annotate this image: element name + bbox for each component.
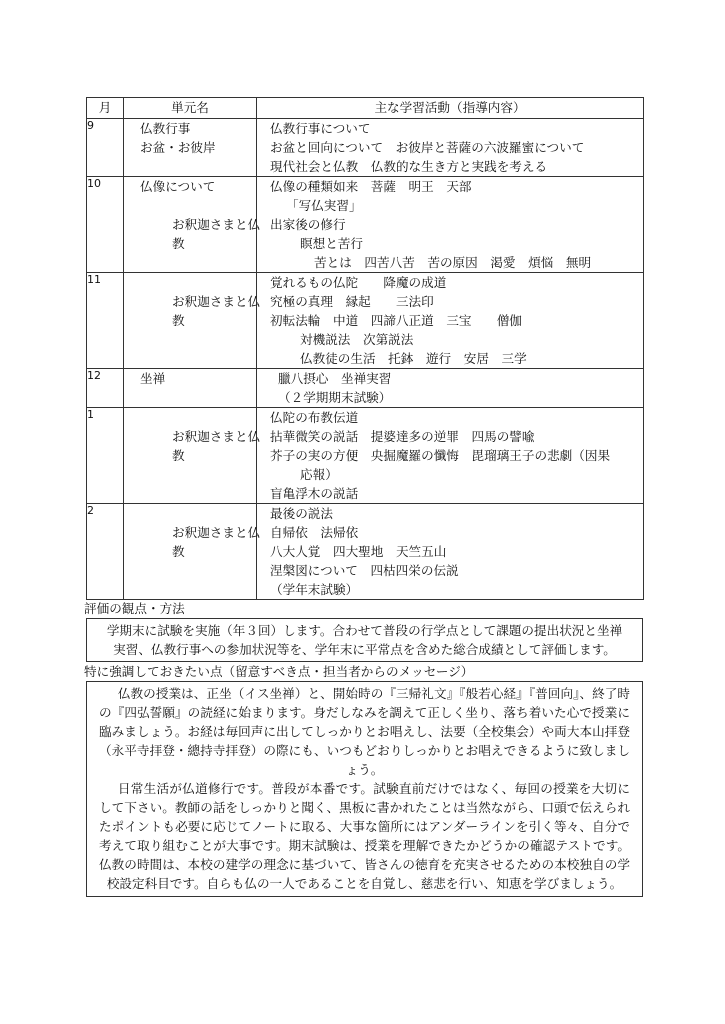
activity-line: 涅槃図について 四枯四栄の伝説 (270, 563, 459, 578)
month-cell: 10 (87, 177, 124, 273)
month-cell: 12 (87, 369, 124, 408)
activity-line: （２学期期末試験） (278, 390, 392, 405)
activity-line: 芥子の実の方便 央掘魔羅の懺悔 毘瑠璃王子の悲劇（因果 (270, 448, 611, 463)
table-row (87, 504, 644, 600)
activity-cell (257, 177, 644, 273)
unit-cell (124, 177, 261, 273)
activity-line: 究極の真理 縁起 三法印 (270, 294, 434, 309)
month-cell: 11 (87, 273, 124, 369)
activity-cell (257, 408, 644, 504)
schedule-body (87, 119, 644, 600)
unit-line: 仏教行事 (140, 121, 191, 136)
unit-line: 教 (172, 544, 185, 559)
unit-line (124, 504, 256, 523)
activity-cell (257, 119, 644, 177)
unit-line: お釈迦さまと仏 (172, 217, 261, 232)
table-row (87, 177, 644, 273)
unit-line: 坐禅 (140, 371, 166, 386)
unit-cell (124, 408, 261, 504)
unit-cell (124, 273, 261, 369)
month-cell: 2 (87, 504, 124, 600)
activity-line: 初転法輪 中道 四諦八正道 三宝 僧伽 (270, 313, 522, 328)
activity-line: 八大人覚 四大聖地 天竺五山 (270, 544, 447, 559)
activity-line: 仏像の種類如来 菩薩 明王 天部 (270, 179, 472, 194)
header-month: 月 (87, 98, 124, 119)
activity-line: 「写仏実習」 (286, 198, 362, 213)
unit-cell (124, 369, 257, 408)
activity-line: 応報） (300, 467, 338, 482)
activity-line: 覚れるもの仏陀 降魔の成道 (270, 275, 447, 290)
table-row (87, 119, 644, 177)
activity-line: 瞑想と苦行 (300, 236, 363, 251)
activity-line: 仏陀の布教伝道 (270, 410, 359, 425)
activity-line: お盆と回向について お彼岸と菩薩の六波羅蜜について (270, 140, 585, 155)
table-row (87, 408, 644, 504)
activity-cell (257, 273, 644, 369)
message-paragraph-2: 日常生活が仏道修行です。普段が本番です。試験直前だけではなく、毎回の授業を大切にして下さい。教師の話をしっかりと聞く、黒板に書かれたことは当然ながら、口頭で伝えられたポイントも必要に応じてノートに取る、大事な箇所にはアンダーラインを引く等々、自分で考えて取り組むことが大事です。期末試験は、授業を理解できたかどうかの確認テストです。仏教の時間は、本校の建学の理念に基づいて、皆さんの徳育を充実させるための本校独自の学校設定科目です。自らも仏の一人であることを自覚し、慈悲を行い、知恵を学びましょう。 (99, 781, 630, 891)
unit-line: 教 (172, 313, 185, 328)
unit-cell (124, 119, 257, 177)
unit-line: お釈迦さまと仏 (172, 525, 261, 540)
evaluation-text: 学期末に試験を実施（年３回）します。合わせて普段の行学点として課題の提出状況と坐禅実習、仏教行事への参加状況等を、学年末に平常点を含めた総合成績として評価します。 (106, 623, 623, 657)
activity-line: 盲亀浮木の説話 (270, 486, 359, 501)
activity-cell (257, 504, 644, 600)
activity-line: 自帰依 法帰依 (270, 525, 359, 540)
syllabus-page (86, 97, 643, 897)
evaluation-box (86, 618, 643, 662)
month-cell: 9 (87, 119, 124, 177)
activity-line: 最後の説法 (270, 506, 333, 521)
unit-line: お釈迦さまと仏 (172, 429, 261, 444)
activity-line: 苦とは 四苦八苦 苦の原因 渇愛 煩悩 無明 (314, 255, 592, 270)
unit-line: 仏像について (140, 179, 216, 194)
evaluation-label: 評価の観点・方法 (84, 601, 185, 616)
unit-line (124, 273, 256, 292)
activity-line: 臘八摂心 坐禅実習 (278, 371, 392, 386)
unit-line: お盆・お彼岸 (140, 140, 216, 155)
activity-line: 仏教行事について (270, 121, 371, 136)
table-row (87, 273, 644, 369)
activity-line: 拈華微笑の説話 提婆達多の逆罪 四馬の譬喩 (270, 429, 535, 444)
unit-line (124, 196, 256, 215)
unit-line: お釈迦さまと仏 (172, 294, 261, 309)
unit-line (124, 408, 256, 427)
activity-line: 仏教徒の生活 托鉢 遊行 安居 三学 (300, 351, 527, 366)
activity-cell (257, 369, 644, 408)
schedule-table (86, 97, 644, 600)
unit-line: 教 (172, 236, 185, 251)
unit-cell (124, 504, 261, 600)
activity-line: （学年末試験） (270, 582, 359, 597)
message-label: 特に強調しておきたい点（留意すべき点・担当者からのメッセージ） (84, 664, 474, 679)
header-unit: 単元名 (124, 98, 257, 119)
activity-line: 現代社会と仏教 仏教的な生き方と実践を考える (270, 159, 548, 174)
activity-line: 対機説法 次第説法 (300, 332, 414, 347)
header-activity: 主な学習活動（指導内容） (257, 98, 644, 119)
table-row (87, 369, 644, 408)
message-box (86, 681, 643, 897)
message-paragraph-1: 仏教の授業は、正坐（イス坐禅）と、開始時の『三帰礼文』『般若心経』『普回向』、終了時の『四弘誓願』の読経に始まります。身だしなみを調えて正しく坐り、落ち着いた心で授業に臨みましょう。お経は毎回声に出してしっかりとお唱えし、法要（全校集会）や両大本山拝登（永平寺拝登・總持寺拝登）の際にも、いつもどおりしっかりとお唱えできるように致しましょう。 (99, 686, 630, 777)
table-header-row (87, 98, 644, 119)
month-cell: 1 (87, 408, 124, 504)
activity-line: 出家後の修行 (270, 217, 346, 232)
unit-line: 教 (172, 448, 185, 463)
